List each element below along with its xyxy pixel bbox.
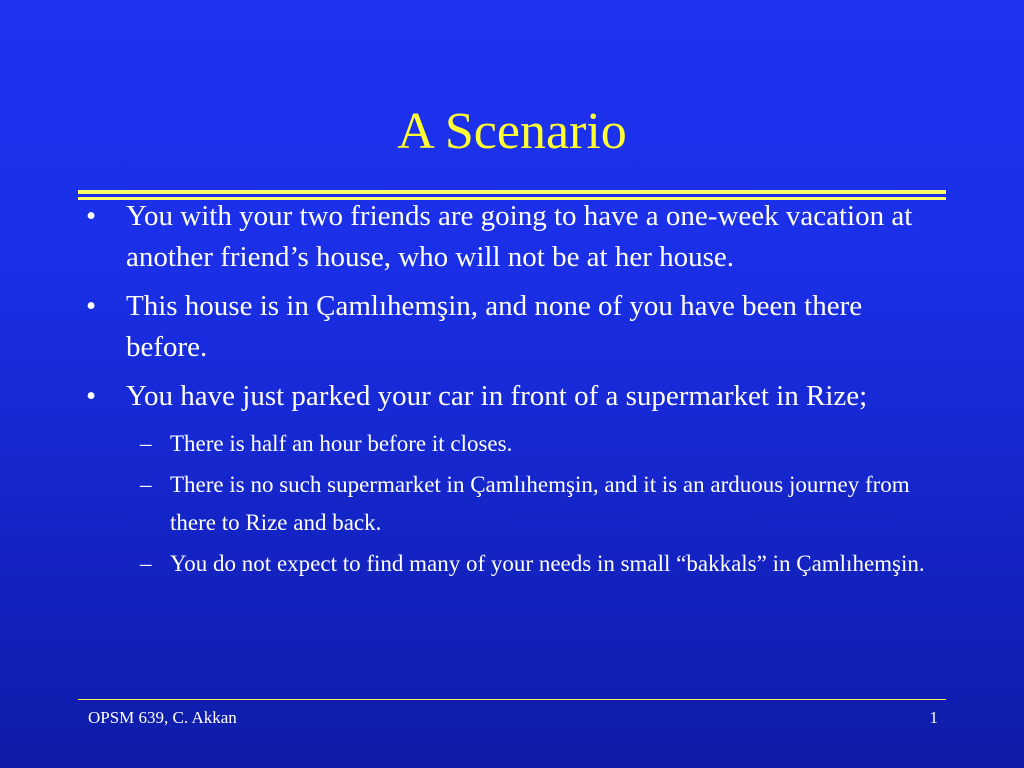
bullet-marker: • — [86, 200, 97, 232]
title-rule-top — [78, 190, 946, 194]
sub-bullet-item — [80, 545, 950, 583]
sub-bullet-text: You do not expect to find many of your needs in small “bakkals” in Çamlıhemşin. — [170, 551, 925, 576]
bullet-text: This house is in Çamlıhemşin, and none of you have been there before. — [126, 290, 863, 363]
footer-author: OPSM 639, C. Akkan — [88, 708, 237, 727]
footer-rule — [78, 699, 946, 700]
bullet-text: You with your two friends are going to have a one-week vacation at another friend’s house, who will not be at her house. — [126, 200, 913, 273]
sub-bullet-list — [80, 425, 950, 583]
sub-bullet-item — [80, 425, 950, 463]
sub-bullet-marker: – — [140, 472, 152, 497]
sub-bullet-marker: – — [140, 431, 152, 456]
sub-bullet-text: There is half an hour before it closes. — [170, 431, 513, 456]
sub-bullet-text: There is no such supermarket in Çamlıhemşin, and it is an arduous journey from there to Rize and back. — [170, 472, 910, 535]
sub-bullet-marker: – — [140, 551, 152, 576]
bullet-marker: • — [86, 380, 97, 412]
page-number: 1 — [929, 708, 938, 727]
bullet-text: You have just parked your car in front of a supermarket in Rize; — [126, 380, 868, 412]
bullet-item — [80, 286, 950, 368]
sub-bullet-item — [80, 466, 950, 542]
bullet-item — [80, 196, 950, 278]
bullet-list — [80, 196, 950, 586]
bullet-marker: • — [86, 290, 97, 322]
slide-title: A Scenario — [397, 103, 627, 160]
bullet-item — [80, 376, 950, 417]
